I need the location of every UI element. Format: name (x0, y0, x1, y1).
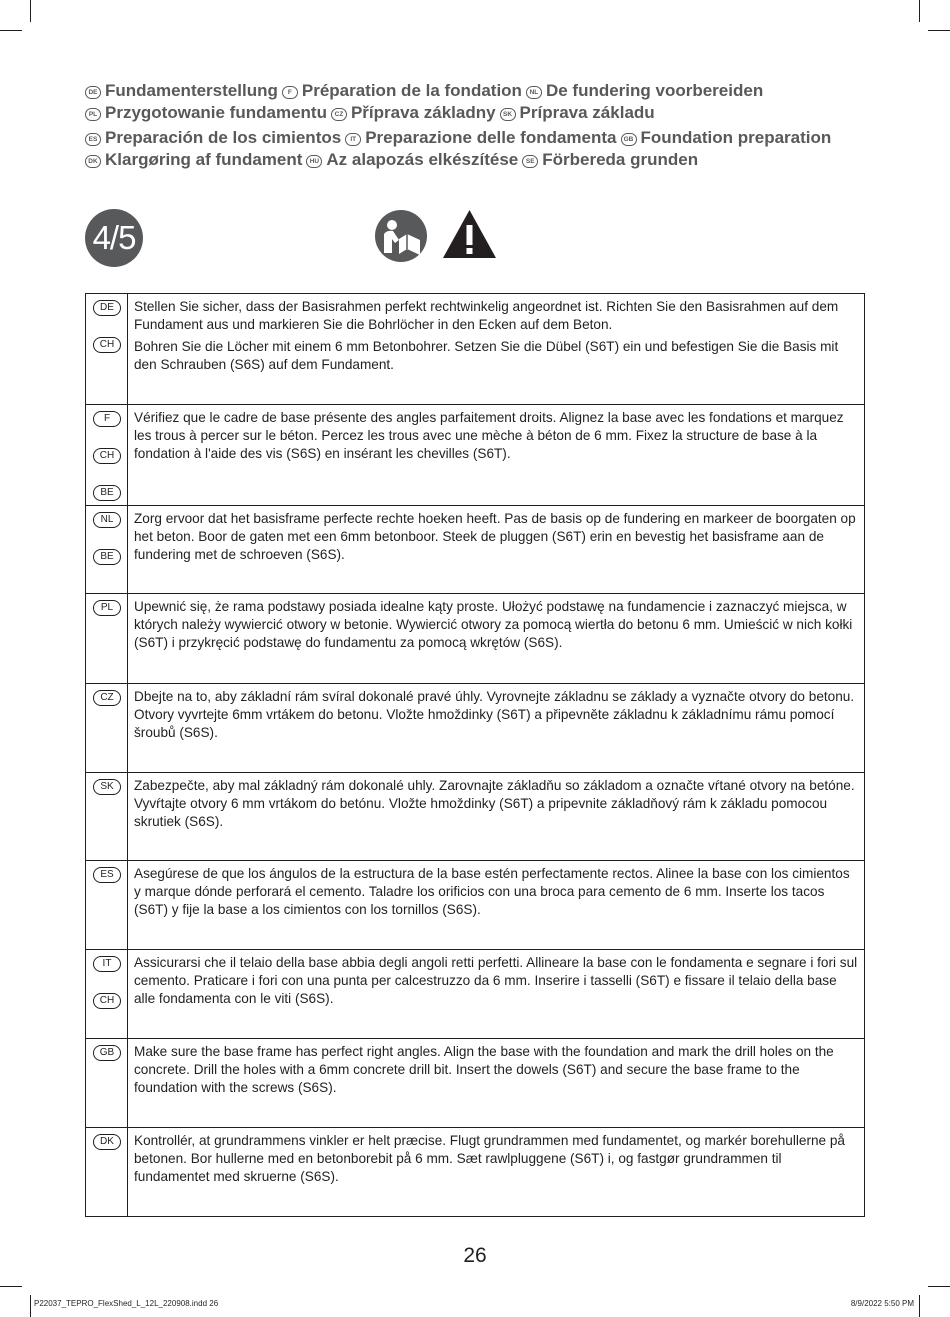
language-badge: SK (500, 108, 516, 121)
title-text: Préparation de la fondation (301, 81, 522, 100)
crop-mark (30, 0, 31, 22)
instruction-paragraph: Assicurarsi che il telaio della base abbia degli angoli retti perfetti. Allineare la base con le fondamenta e segnare i fori sul cemento. Praticare i fori con una punta per calcestruzzo da 6 mm. Inserire i tasselli (S6T) e fissare il telaio della base alle fondamenta con le viti (S6S). (134, 955, 858, 1006)
country-code: CZ (93, 690, 121, 706)
title-text: De fundering voorbereiden (545, 81, 764, 100)
instruction-text (128, 405, 864, 505)
instruction-text (128, 950, 864, 1038)
title-text: Klargøring af fundament (105, 150, 303, 169)
country-code: ES (93, 867, 121, 883)
instruction-text (128, 1128, 864, 1216)
country-code: GB (93, 1045, 121, 1061)
language-codes (86, 1128, 128, 1216)
language-badge: GB (621, 133, 637, 146)
language-badge: F (282, 86, 298, 99)
title-line (85, 127, 831, 149)
country-code: BE (93, 485, 121, 501)
country-code: NL (93, 512, 121, 528)
country-code: IT (93, 956, 121, 972)
step-indicator: 4/5 (85, 209, 143, 267)
language-codes (86, 950, 128, 1038)
country-code: CH (93, 448, 121, 464)
crop-mark (0, 1286, 22, 1287)
language-codes (86, 506, 128, 593)
country-code: SK (93, 779, 121, 795)
title-line (85, 80, 763, 102)
instruction-row (85, 1128, 865, 1217)
title-text: Förbereda grunden (542, 150, 699, 169)
instruction-text (128, 861, 864, 949)
read-manual-icon (375, 210, 427, 262)
language-badge: IT (345, 133, 361, 146)
instruction-row (85, 594, 865, 684)
instruction-text (128, 506, 864, 593)
title-text: Príprava základu (519, 103, 655, 122)
instruction-row (85, 294, 865, 405)
instruction-text (128, 684, 864, 772)
language-codes (86, 861, 128, 949)
instruction-row (85, 950, 865, 1039)
instruction-text (128, 773, 864, 860)
instruction-text (128, 1039, 864, 1127)
warning-icon (441, 208, 498, 260)
title-text: Preparación de los cimientos (105, 128, 342, 147)
title-line (85, 102, 655, 124)
country-code: DK (93, 1134, 121, 1150)
language-badge: CZ (331, 108, 347, 121)
crop-mark (919, 0, 920, 22)
crop-mark (0, 30, 22, 31)
instruction-row (85, 1039, 865, 1128)
language-badge: NL (526, 86, 542, 99)
title-text: Fundamenterstellung (105, 81, 278, 100)
language-badge: DE (85, 86, 101, 99)
title-text: Przygotowanie fundamentu (105, 103, 327, 122)
instruction-text (128, 594, 864, 683)
language-codes (86, 684, 128, 772)
language-badge: HU (306, 155, 322, 168)
crop-mark (928, 30, 950, 31)
language-codes (86, 773, 128, 860)
country-code: PL (93, 600, 121, 616)
title-text: Foundation preparation (640, 128, 832, 147)
language-badge: PL (85, 108, 101, 121)
language-codes (86, 1039, 128, 1127)
page-number: 26 (463, 1244, 487, 1267)
instruction-text (128, 294, 864, 404)
instruction-paragraph: Zabezpečte, aby mal základný rám dokonalé uhly. Zarovnajte základňu so základom a označte vŕtané otvory na betóne. Vyvŕtajte otvory 6 mm vrtákom do betónu. Vložte hmoždinky (S6T) a pripevnite základňový rám k základu pomocou skrutiek (S6S). (134, 778, 855, 829)
language-codes (86, 594, 128, 683)
country-code: BE (93, 549, 121, 565)
instruction-paragraph: Upewnić się, że rama podstawy posiada idealne kąty proste. Ułożyć podstawę na fundamencie i zaznaczyć miejsca, w których należy wywiercić otwory w betonie. Wywiercić otwory za pomocą wiertła do betonu 6 mm. Umieścić w nich kołki (S6T) i przykręcić podstawę do fundamentu za pomocą wkrętów (S6S). (134, 599, 853, 650)
instruction-row (85, 861, 865, 950)
title-text: Preparazione delle fondamenta (365, 128, 617, 147)
footer-filename: P22037_TEPRO_FlexShed_L_12L_220908.indd 26 (34, 1299, 219, 1308)
instruction-row (85, 684, 865, 773)
instruction-paragraph: Bohren Sie die Löcher mit einem 6 mm Betonbohrer. Setzen Sie die Dübel (S6T) ein und befestigen Sie die Basis mit den Schrauben (S6S) auf dem Fundament. (134, 339, 839, 372)
language-codes (86, 405, 128, 505)
instruction-row (85, 773, 865, 861)
country-code: CH (93, 337, 121, 353)
language-badge: SE (522, 155, 538, 168)
country-code: CH (93, 993, 121, 1009)
language-badge: ES (85, 133, 101, 146)
title-text: Az alapozás elkészítése (326, 150, 519, 169)
instruction-row (85, 506, 865, 594)
instruction-table (85, 293, 865, 1217)
language-badge: DK (85, 155, 101, 168)
instruction-paragraph: Asegúrese de que los ángulos de la estructura de la base estén perfectamente rectos. Alinee la base con los cimientos y marque dónde perforará el cemento. Taladre los orificios con una broca para cemento de 6 mm. Inserte los tacos (S6T) y fije la base a los cimientos con los tornillos (S6S). (134, 866, 850, 917)
instruction-paragraph: Kontrollér, at grundrammens vinkler er helt præcise. Flugt grundrammen med fundamentet, og markér borehullerne på betonen. Bor hullerne med en betonborebit på 6 mm. Sæt rawlpluggene (S6T) i, og fastgør grundrammen til fundamentet med skruerne (S6S). (134, 1133, 845, 1184)
instruction-paragraph: Vérifiez que le cadre de base présente des angles parfaitement droits. Alignez la base avec les fondations et marquez les trous à percer sur le béton. Percez les trous avec une mèche à béton de 6 mm. Fixez la structure de base à la fondation à l'aide des vis (S6S) en insérant les chevilles (S6T). (134, 410, 844, 461)
instruction-row (85, 405, 865, 506)
instruction-paragraph: Zorg ervoor dat het basisframe perfecte rechte hoeken heeft. Pas de basis op de fundering en markeer de boorgaten op het beton. Boor de gaten met een 6mm betonboor. Steek de pluggen (S6T) erin en bevestig het basisframe aan de fundering met de schroeven (S6S). (134, 511, 856, 562)
crop-mark (30, 1295, 31, 1317)
country-code: DE (93, 300, 121, 316)
title-text: Příprava základny (350, 103, 496, 122)
instruction-paragraph: Make sure the base frame has perfect right angles. Align the base with the foundation and mark the drill holes on the concrete. Drill the holes with a 6mm concrete drill bit. Insert the dowels (S6T) and secure the base frame to the foundation with the screws (S6S). (134, 1044, 834, 1095)
title-line (85, 149, 698, 171)
crop-mark (919, 1295, 920, 1317)
instruction-paragraph: Stellen Sie sicher, dass der Basisrahmen perfekt rechtwinkelig angeordnet ist. Richten Sie den Basisrahmen auf dem Fundament aus und markieren Sie die Bohrlöcher in den Ecken auf dem Beton. (134, 299, 839, 332)
country-code: F (93, 411, 121, 427)
instruction-paragraph: Dbejte na to, aby základní rám svíral dokonalé pravé úhly. Vyrovnejte základnu se základy a vyznačte otvory do betonu. Otvory vyvrtejte 6mm vrtákem do betonu. Vložte hmoždinky (S6T) a připevněte základnu k základnímu rámu pomocí šroubů (S6S). (134, 689, 855, 740)
footer-date: 8/9/2022 5:50 PM (850, 1299, 914, 1308)
language-codes (86, 294, 128, 404)
crop-mark (928, 1286, 950, 1287)
